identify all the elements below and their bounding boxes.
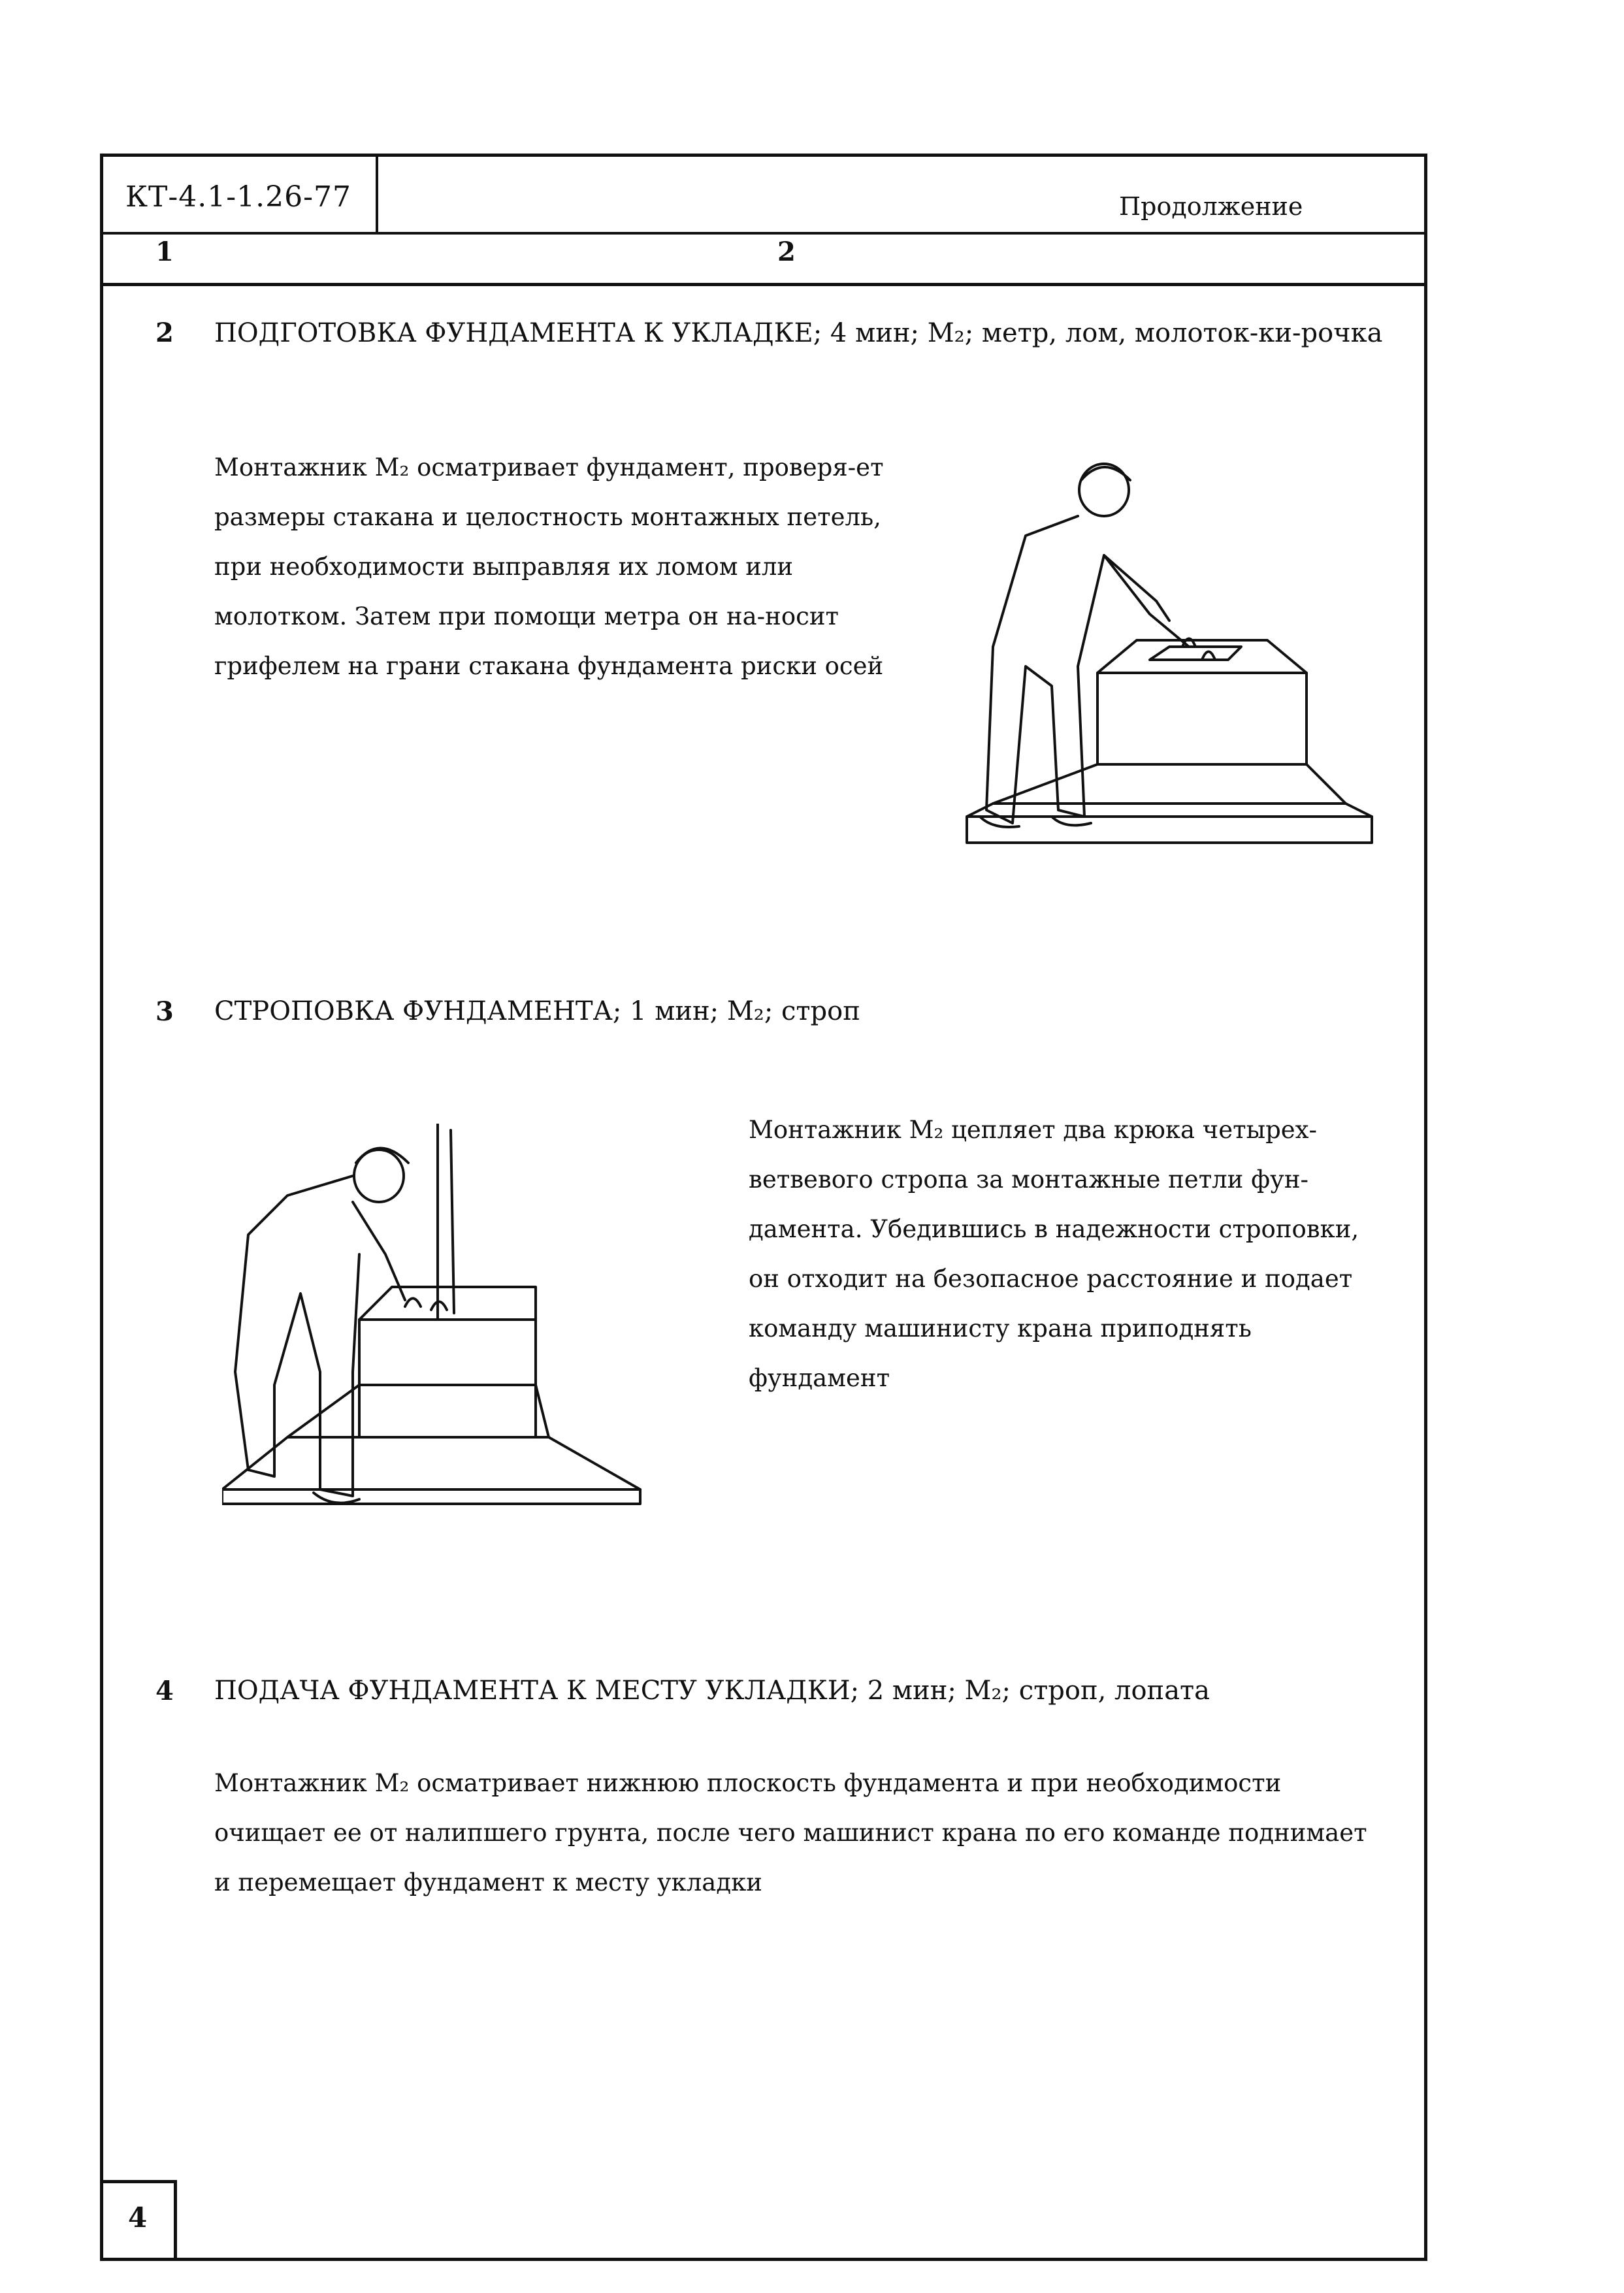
section-heading: ПОДАЧА ФУНДАМЕНТА К МЕСТУ УКЛАДКИ; 2 мин; М₂; строп, лопата bbox=[214, 1676, 1210, 1706]
column-header-divider bbox=[100, 283, 1427, 286]
document-code: КТ-4.1-1.26-77 bbox=[125, 180, 351, 214]
foundation-glass-block bbox=[1097, 673, 1307, 764]
worker-body bbox=[235, 1176, 359, 1496]
section-text: Монтажник М₂ осматривает нижнюю плоскость фундамента и при необходимости очищает ее от налипшего грунта, после чего машинист крана по его команде поднимает и перемещает фундамент к месту укладки bbox=[214, 1769, 1367, 1896]
worker-arm bbox=[1104, 555, 1169, 621]
column-2-label: 2 bbox=[777, 236, 796, 267]
worker-body bbox=[986, 516, 1189, 823]
header-divider bbox=[100, 232, 1427, 235]
continuation-label: Продолжение bbox=[1119, 192, 1303, 221]
section-number: 2 bbox=[155, 317, 174, 348]
worker-inspecting-foundation-illustration bbox=[954, 451, 1385, 856]
worker-arm bbox=[353, 1202, 405, 1300]
section-text: Монтажник М₂ осматривает фундамент, проверя-ет размеры стакана и целостность монтажных петель, при необходимости выправляя их ломом или молотком. Затем при помощи метра он на-носит грифелем на грани стакана фундамента риски осей bbox=[214, 453, 884, 680]
foundation-top bbox=[359, 1287, 536, 1320]
foundation-base-plate bbox=[222, 1437, 640, 1489]
crane-sling-lines bbox=[438, 1124, 454, 1320]
foundation-top bbox=[1097, 640, 1307, 673]
section-heading: ПОДГОТОВКА ФУНДАМЕНТА К УКЛАДКЕ; 4 мин; М₂; метр, лом, молоток-ки-рочка bbox=[214, 318, 1383, 348]
foundation-socket bbox=[1150, 647, 1241, 660]
worker-slinging-foundation-illustration bbox=[222, 1124, 653, 1516]
section-text: Монтажник М₂ цепляет два крюка четырех-ветвевого стропа за монтажные петли фун-дамента. Убедившись в надежности строповки, он отходит на безопасное расстояние и подает команду машинисту крана приподнять фундамент bbox=[749, 1116, 1359, 1392]
column-1-label: 1 bbox=[155, 236, 174, 267]
foundation-glass-block bbox=[359, 1320, 536, 1437]
mounting-loops bbox=[1182, 639, 1215, 660]
foundation-slope bbox=[993, 764, 1346, 804]
foundation-base-front bbox=[222, 1489, 640, 1504]
section-number: 4 bbox=[155, 1676, 174, 1706]
mounting-loops bbox=[405, 1299, 447, 1310]
foundation-base-plate bbox=[967, 804, 1372, 817]
page-number: 4 bbox=[128, 2202, 148, 2234]
section-number: 3 bbox=[155, 996, 174, 1027]
section-heading: СТРОПОВКА ФУНДАМЕНТА; 1 мин; М₂; строп bbox=[214, 996, 860, 1026]
foundation-base-front bbox=[967, 817, 1372, 843]
foundation-slope bbox=[287, 1385, 549, 1437]
worker-feet bbox=[980, 817, 1091, 827]
